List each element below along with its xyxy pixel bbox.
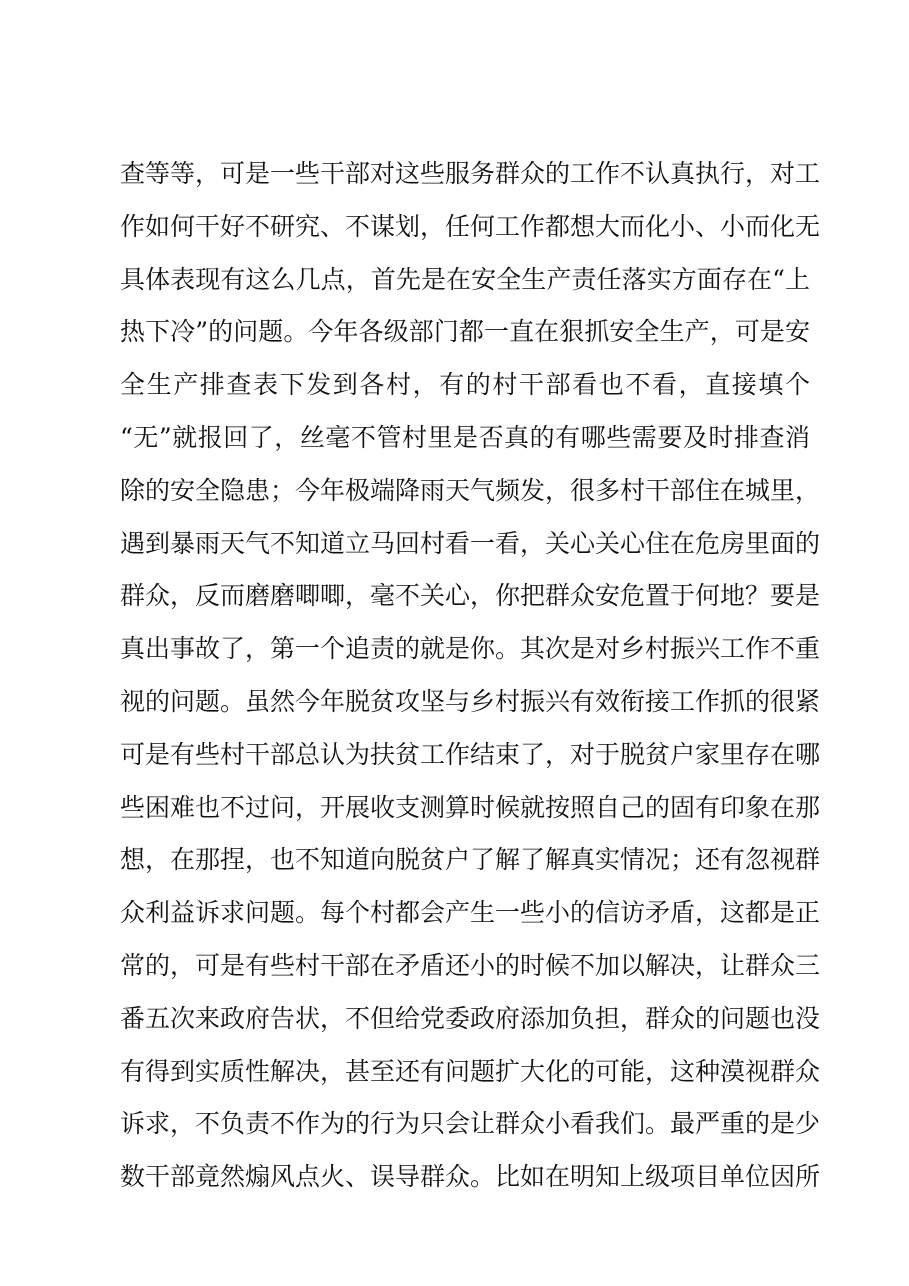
text-line-16: 常的，可是有些村干部在矛盾还小的时候不加以解决，让群众三	[120, 950, 821, 980]
text-line-6: “无”就报回了，丝毫不管村里是否真的有哪些需要及时排查消	[120, 422, 810, 452]
text-line-19: 诉求，不负责不作为的行为只会让群众小看我们。最严重的是少	[120, 1109, 821, 1139]
text-line-10: 真出事故了，第一个追责的就是你。其次是对乡村振兴工作不重	[120, 634, 821, 664]
text-line-14: 想，在那捏，也不知道向脱贫户了解了解真实情况；还有忽视群	[120, 845, 821, 875]
text-line-13: 些困难也不过问，开展收支测算时候就按照自己的固有印象在那	[120, 792, 821, 822]
body-text	[120, 148, 821, 1204]
text-line-3: 具体表现有这么几点，首先是在安全生产责任落实方面存在“上	[120, 264, 810, 294]
text-line-4: 热下冷”的问题。今年各级部门都一直在狠抓安全生产，可是安	[120, 317, 810, 347]
text-line-5: 全生产排查表下发到各村，有的村干部看也不看，直接填个	[120, 370, 810, 400]
text-line-1: 查等等，可是一些干部对这些服务群众的工作不认真执行，对工	[120, 159, 821, 188]
text-line-7: 除的安全隐患；今年极端降雨天气频发，很多村干部住在城里，	[120, 475, 821, 505]
text-line-2: 作如何干好不研究、不谋划，任何工作都想大而化小、小而化无	[120, 211, 821, 241]
text-line-17: 番五次来政府告状，不但给党委政府添加负担，群众的问题也没	[120, 1003, 821, 1033]
text-line-18: 有得到实质性解决，甚至还有问题扩大化的可能，这种漠视群众	[120, 1056, 821, 1086]
text-line-20: 数干部竟然煽风点火、误导群众。比如在明知上级项目单位因所	[120, 1162, 821, 1192]
text-line-8: 遇到暴雨天气不知道立马回村看一看，关心关心住在危房里面的	[120, 528, 821, 558]
text-line-11: 视的问题。虽然今年脱贫攻坚与乡村振兴有效衔接工作抓的很紧	[120, 686, 821, 716]
text-line-9: 群众，反而磨磨唧唧，毫不关心，你把群众安危置于何地？要是	[120, 581, 821, 611]
text-line-12: 可是有些村干部总认为扶贫工作结束了，对于脱贫户家里存在哪	[120, 739, 821, 769]
text-line-15: 众利益诉求问题。每个村都会产生一些小的信访矛盾，这都是正	[120, 898, 821, 928]
